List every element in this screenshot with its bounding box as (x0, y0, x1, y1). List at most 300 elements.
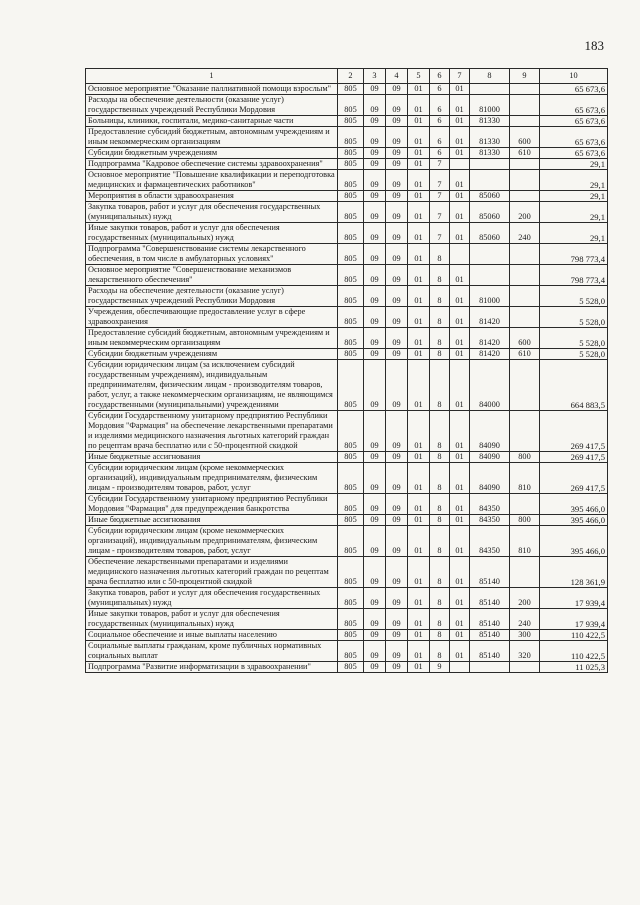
code-cell: 09 (386, 494, 408, 515)
code-cell: 805 (338, 328, 364, 349)
amount-cell: 65 673,6 (540, 95, 608, 116)
code-cell: 01 (450, 116, 470, 127)
table-body (86, 84, 608, 673)
code-cell: 09 (386, 202, 408, 223)
row-description: Обеспечение лекарственными препаратами и изделиями медицинского назначения льготных категорий граждан по рецептам врача бесплатно или с 50-процентной скидкой (86, 557, 338, 588)
code-cell: 09 (386, 360, 408, 411)
table-row (86, 588, 608, 609)
code-cell: 84090 (470, 411, 510, 452)
code-cell: 805 (338, 265, 364, 286)
table-row (86, 349, 608, 360)
code-cell: 01 (450, 463, 470, 494)
code-cell (510, 557, 540, 588)
code-cell: 8 (430, 515, 450, 526)
code-cell: 09 (364, 557, 386, 588)
amount-cell: 65 673,6 (540, 116, 608, 127)
amount-cell: 17 939,4 (540, 588, 608, 609)
code-cell: 8 (430, 588, 450, 609)
row-description: Предоставление субсидий бюджетным, автономным учреждениям и иным некоммерческим организациям (86, 127, 338, 148)
code-cell: 805 (338, 662, 364, 673)
code-cell: 01 (450, 360, 470, 411)
code-cell: 09 (386, 223, 408, 244)
row-description: Подпрограмма "Кадровое обеспечение системы здравоохранения" (86, 159, 338, 170)
code-cell: 01 (408, 307, 430, 328)
table-row (86, 265, 608, 286)
code-cell: 09 (386, 170, 408, 191)
code-cell (470, 662, 510, 673)
code-cell: 805 (338, 609, 364, 630)
code-cell (470, 84, 510, 95)
code-cell: 01 (408, 662, 430, 673)
code-cell: 01 (408, 641, 430, 662)
code-cell: 8 (430, 328, 450, 349)
table-row (86, 494, 608, 515)
code-cell: 09 (364, 360, 386, 411)
amount-cell: 5 528,0 (540, 328, 608, 349)
code-cell: 805 (338, 127, 364, 148)
code-cell: 09 (364, 452, 386, 463)
code-cell: 805 (338, 116, 364, 127)
code-cell: 09 (364, 159, 386, 170)
code-cell: 01 (408, 84, 430, 95)
code-cell: 01 (450, 286, 470, 307)
code-cell: 805 (338, 588, 364, 609)
amount-cell: 29,1 (540, 159, 608, 170)
code-cell: 09 (364, 202, 386, 223)
code-cell: 85140 (470, 609, 510, 630)
amount-cell: 11 025,3 (540, 662, 608, 673)
code-cell: 805 (338, 307, 364, 328)
code-cell: 81420 (470, 328, 510, 349)
table-row (86, 328, 608, 349)
code-cell: 805 (338, 557, 364, 588)
code-cell: 01 (408, 452, 430, 463)
code-cell: 6 (430, 148, 450, 159)
code-cell: 805 (338, 463, 364, 494)
code-cell (510, 662, 540, 673)
code-cell: 85140 (470, 588, 510, 609)
amount-cell: 5 528,0 (540, 349, 608, 360)
column-header: 6 (430, 69, 450, 84)
code-cell: 7 (430, 159, 450, 170)
amount-cell: 110 422,5 (540, 630, 608, 641)
code-cell: 01 (408, 223, 430, 244)
code-cell: 01 (450, 328, 470, 349)
code-cell: 8 (430, 463, 450, 494)
code-cell: 09 (364, 191, 386, 202)
row-description: Закупка товаров, работ и услуг для обеспечения государственных (муниципальных) нужд (86, 588, 338, 609)
table-row (86, 127, 608, 148)
code-cell: 09 (364, 265, 386, 286)
code-cell: 85140 (470, 557, 510, 588)
code-cell: 01 (408, 159, 430, 170)
code-cell: 810 (510, 463, 540, 494)
code-cell: 240 (510, 609, 540, 630)
code-cell: 09 (386, 328, 408, 349)
code-cell: 8 (430, 265, 450, 286)
row-description: Субсидии Государственному унитарному предприятию Республики Мордовия "Фармация" для предупреждения банкротства (86, 494, 338, 515)
amount-cell: 65 673,6 (540, 84, 608, 95)
code-cell: 09 (386, 244, 408, 265)
code-cell: 09 (386, 526, 408, 557)
column-header: 8 (470, 69, 510, 84)
code-cell: 805 (338, 494, 364, 515)
table-row (86, 641, 608, 662)
column-header: 5 (408, 69, 430, 84)
code-cell: 6 (430, 84, 450, 95)
code-cell: 01 (450, 609, 470, 630)
code-cell: 810 (510, 526, 540, 557)
row-description: Иные бюджетные ассигнования (86, 515, 338, 526)
code-cell: 01 (408, 360, 430, 411)
row-description: Основное мероприятие "Повышение квалификации и переподготовка медицинских и фармацевтических работников" (86, 170, 338, 191)
code-cell: 805 (338, 526, 364, 557)
code-cell: 09 (364, 95, 386, 116)
code-cell: 805 (338, 202, 364, 223)
code-cell: 01 (450, 127, 470, 148)
table-row (86, 307, 608, 328)
code-cell: 01 (450, 641, 470, 662)
code-cell: 09 (364, 463, 386, 494)
code-cell: 09 (386, 641, 408, 662)
amount-cell: 269 417,5 (540, 463, 608, 494)
table-row (86, 223, 608, 244)
code-cell: 01 (408, 515, 430, 526)
row-description: Подпрограмма "Совершенствование системы лекарственного обеспечения, в том числе в амбулаторных условиях" (86, 244, 338, 265)
amount-cell: 269 417,5 (540, 452, 608, 463)
code-cell: 805 (338, 170, 364, 191)
code-cell: 8 (430, 411, 450, 452)
page-number: 183 (584, 38, 604, 53)
amount-cell: 395 466,0 (540, 515, 608, 526)
code-cell: 01 (408, 526, 430, 557)
code-cell: 09 (364, 494, 386, 515)
code-cell: 01 (450, 148, 470, 159)
code-cell: 805 (338, 148, 364, 159)
code-cell: 01 (408, 588, 430, 609)
code-cell: 09 (364, 244, 386, 265)
code-cell: 805 (338, 641, 364, 662)
code-cell: 81000 (470, 286, 510, 307)
code-cell: 600 (510, 127, 540, 148)
table-row (86, 630, 608, 641)
code-cell (510, 244, 540, 265)
code-cell: 6 (430, 95, 450, 116)
amount-cell: 5 528,0 (540, 307, 608, 328)
code-cell: 09 (386, 116, 408, 127)
code-cell: 81330 (470, 148, 510, 159)
code-cell: 8 (430, 360, 450, 411)
code-cell: 8 (430, 452, 450, 463)
table-row (86, 526, 608, 557)
amount-cell: 5 528,0 (540, 286, 608, 307)
row-description: Учреждения, обеспечивающие предоставление услуг в сфере здравоохранения (86, 307, 338, 328)
table-header-row (86, 69, 608, 84)
code-cell (470, 170, 510, 191)
code-cell: 01 (408, 170, 430, 191)
code-cell: 805 (338, 95, 364, 116)
code-cell: 09 (364, 307, 386, 328)
code-cell: 09 (364, 286, 386, 307)
code-cell: 09 (364, 116, 386, 127)
code-cell: 800 (510, 515, 540, 526)
row-description: Расходы на обеспечение деятельности (оказание услуг) государственных учреждений Республики Мордовия (86, 95, 338, 116)
code-cell: 09 (386, 286, 408, 307)
row-description: Иные закупки товаров, работ и услуг для обеспечения государственных (муниципальных) нужд (86, 609, 338, 630)
amount-cell: 65 673,6 (540, 127, 608, 148)
column-header: 3 (364, 69, 386, 84)
code-cell: 09 (364, 515, 386, 526)
row-description: Больницы, клиники, госпитали, медико-санитарные части (86, 116, 338, 127)
code-cell: 200 (510, 588, 540, 609)
code-cell: 01 (408, 557, 430, 588)
code-cell: 81330 (470, 116, 510, 127)
code-cell: 81420 (470, 307, 510, 328)
code-cell: 84090 (470, 452, 510, 463)
amount-cell: 798 773,4 (540, 265, 608, 286)
code-cell: 805 (338, 630, 364, 641)
column-header: 1 (86, 69, 338, 84)
row-description: Субсидии бюджетным учреждениям (86, 349, 338, 360)
code-cell: 01 (450, 265, 470, 286)
code-cell: 01 (450, 84, 470, 95)
code-cell: 8 (430, 244, 450, 265)
table-row (86, 286, 608, 307)
code-cell: 01 (408, 244, 430, 265)
row-description: Основное мероприятие "Оказание паллиативной помощи взрослым" (86, 84, 338, 95)
code-cell: 09 (386, 452, 408, 463)
code-cell: 09 (364, 641, 386, 662)
code-cell: 7 (430, 223, 450, 244)
code-cell: 01 (450, 452, 470, 463)
code-cell: 09 (364, 127, 386, 148)
code-cell (510, 265, 540, 286)
column-header: 7 (450, 69, 470, 84)
code-cell: 85060 (470, 202, 510, 223)
table-row (86, 202, 608, 223)
code-cell: 805 (338, 223, 364, 244)
row-description: Иные бюджетные ассигнования (86, 452, 338, 463)
code-cell: 81420 (470, 349, 510, 360)
code-cell: 09 (364, 223, 386, 244)
code-cell: 09 (386, 609, 408, 630)
code-cell: 09 (386, 463, 408, 494)
column-header: 4 (386, 69, 408, 84)
code-cell: 805 (338, 84, 364, 95)
code-cell: 01 (450, 557, 470, 588)
table-row (86, 148, 608, 159)
code-cell: 01 (450, 307, 470, 328)
code-cell: 8 (430, 609, 450, 630)
code-cell: 7 (430, 191, 450, 202)
code-cell: 01 (408, 609, 430, 630)
code-cell: 09 (386, 127, 408, 148)
code-cell: 01 (450, 349, 470, 360)
code-cell (510, 170, 540, 191)
row-description: Субсидии Государственному унитарному предприятию Республики Мордовия "Фармация" на обеспечение лекарственными препаратами и изделиями медицинского назначения льготных категорий граждан по рецептам врача бесплатно или с 50-процентной скидкой (86, 411, 338, 452)
code-cell: 09 (364, 148, 386, 159)
code-cell: 805 (338, 159, 364, 170)
code-cell: 09 (364, 630, 386, 641)
code-cell: 09 (364, 411, 386, 452)
code-cell: 8 (430, 494, 450, 515)
row-description: Субсидии юридическим лицам (за исключением субсидий государственным учреждениям), индивидуальным предпринимателям, физическим лицам - производителям товаров, работ, услуг, а также некоммерческим организациям, не являющимся государственными (муниципальными) учреждениями (86, 360, 338, 411)
code-cell: 01 (408, 265, 430, 286)
table-row (86, 557, 608, 588)
code-cell: 09 (364, 609, 386, 630)
code-cell: 8 (430, 641, 450, 662)
code-cell: 09 (364, 349, 386, 360)
amount-cell: 29,1 (540, 223, 608, 244)
code-cell: 01 (450, 411, 470, 452)
amount-cell: 110 422,5 (540, 641, 608, 662)
column-header: 2 (338, 69, 364, 84)
code-cell: 8 (430, 630, 450, 641)
code-cell: 200 (510, 202, 540, 223)
row-description: Субсидии юридическим лицам (кроме некоммерческих организаций), индивидуальным предпринимателям, физическим лицам - производителям товаров, работ, услуг (86, 463, 338, 494)
row-description: Мероприятия в области здравоохранения (86, 191, 338, 202)
row-description: Предоставление субсидий бюджетным, автономным учреждениям и иным некоммерческим организациям (86, 328, 338, 349)
code-cell: 01 (408, 349, 430, 360)
code-cell: 09 (386, 662, 408, 673)
code-cell: 85060 (470, 223, 510, 244)
code-cell: 09 (386, 349, 408, 360)
code-cell: 81330 (470, 127, 510, 148)
code-cell: 8 (430, 349, 450, 360)
code-cell: 01 (450, 170, 470, 191)
amount-cell: 664 883,5 (540, 360, 608, 411)
code-cell: 8 (430, 526, 450, 557)
code-cell: 84350 (470, 494, 510, 515)
table-row (86, 116, 608, 127)
code-cell: 01 (450, 223, 470, 244)
amount-cell: 17 939,4 (540, 609, 608, 630)
row-description: Субсидии бюджетным учреждениям (86, 148, 338, 159)
column-header: 10 (540, 69, 608, 84)
code-cell: 800 (510, 452, 540, 463)
code-cell: 09 (364, 328, 386, 349)
table-row (86, 515, 608, 526)
code-cell (450, 662, 470, 673)
code-cell: 84350 (470, 526, 510, 557)
code-cell: 09 (386, 148, 408, 159)
budget-table (85, 68, 608, 673)
table-row (86, 244, 608, 265)
code-cell (510, 411, 540, 452)
code-cell (510, 494, 540, 515)
amount-cell: 798 773,4 (540, 244, 608, 265)
amount-cell: 128 361,9 (540, 557, 608, 588)
code-cell: 01 (408, 286, 430, 307)
amount-cell: 29,1 (540, 191, 608, 202)
row-description: Иные закупки товаров, работ и услуг для обеспечения государственных (муниципальных) нужд (86, 223, 338, 244)
table-row (86, 463, 608, 494)
column-header: 9 (510, 69, 540, 84)
row-description: Субсидии юридическим лицам (кроме некоммерческих организаций), индивидуальным предпринимателям, физическим лицам - производителям товаров, работ, услуг (86, 526, 338, 557)
code-cell: 8 (430, 286, 450, 307)
code-cell: 09 (386, 557, 408, 588)
code-cell (510, 116, 540, 127)
code-cell (510, 360, 540, 411)
code-cell: 09 (386, 588, 408, 609)
code-cell: 09 (364, 170, 386, 191)
code-cell: 01 (408, 328, 430, 349)
code-cell: 85140 (470, 630, 510, 641)
table-row (86, 159, 608, 170)
code-cell: 8 (430, 307, 450, 328)
amount-cell: 29,1 (540, 170, 608, 191)
code-cell: 805 (338, 411, 364, 452)
code-cell: 805 (338, 244, 364, 265)
code-cell: 09 (386, 159, 408, 170)
code-cell: 01 (408, 630, 430, 641)
amount-cell: 395 466,0 (540, 494, 608, 515)
table-row (86, 95, 608, 116)
table-row (86, 411, 608, 452)
table-row (86, 84, 608, 95)
code-cell: 6 (430, 127, 450, 148)
code-cell: 240 (510, 223, 540, 244)
code-cell (510, 84, 540, 95)
code-cell: 09 (386, 515, 408, 526)
code-cell: 09 (386, 630, 408, 641)
code-cell: 01 (408, 95, 430, 116)
code-cell: 6 (430, 116, 450, 127)
code-cell: 8 (430, 557, 450, 588)
amount-cell: 65 673,6 (540, 148, 608, 159)
code-cell: 805 (338, 349, 364, 360)
code-cell: 7 (430, 170, 450, 191)
code-cell: 01 (408, 494, 430, 515)
code-cell: 805 (338, 452, 364, 463)
code-cell: 805 (338, 191, 364, 202)
amount-cell: 269 417,5 (540, 411, 608, 452)
row-description: Социальное обеспечение и иные выплаты населению (86, 630, 338, 641)
row-description: Социальные выплаты гражданам, кроме публичных нормативных социальных выплат (86, 641, 338, 662)
code-cell (450, 244, 470, 265)
code-cell: 805 (338, 360, 364, 411)
code-cell: 01 (450, 515, 470, 526)
code-cell: 805 (338, 286, 364, 307)
amount-cell: 29,1 (540, 202, 608, 223)
code-cell: 600 (510, 328, 540, 349)
code-cell: 01 (450, 588, 470, 609)
row-description: Закупка товаров, работ и услуг для обеспечения государственных (муниципальных) нужд (86, 202, 338, 223)
code-cell: 01 (408, 148, 430, 159)
code-cell: 01 (450, 494, 470, 515)
code-cell: 320 (510, 641, 540, 662)
code-cell: 09 (386, 411, 408, 452)
code-cell: 01 (450, 95, 470, 116)
code-cell: 84350 (470, 515, 510, 526)
code-cell: 09 (364, 588, 386, 609)
code-cell: 610 (510, 349, 540, 360)
code-cell: 09 (386, 191, 408, 202)
code-cell: 01 (408, 411, 430, 452)
code-cell (510, 95, 540, 116)
code-cell: 84090 (470, 463, 510, 494)
row-description: Подпрограмма "Развитие информатизации в здравоохранении" (86, 662, 338, 673)
code-cell: 610 (510, 148, 540, 159)
code-cell: 09 (386, 95, 408, 116)
code-cell: 7 (430, 202, 450, 223)
code-cell: 81000 (470, 95, 510, 116)
code-cell: 01 (408, 116, 430, 127)
table-row (86, 452, 608, 463)
row-description: Основное мероприятие "Совершенствование механизмов лекарственного обеспечения" (86, 265, 338, 286)
code-cell (510, 307, 540, 328)
code-cell (470, 159, 510, 170)
